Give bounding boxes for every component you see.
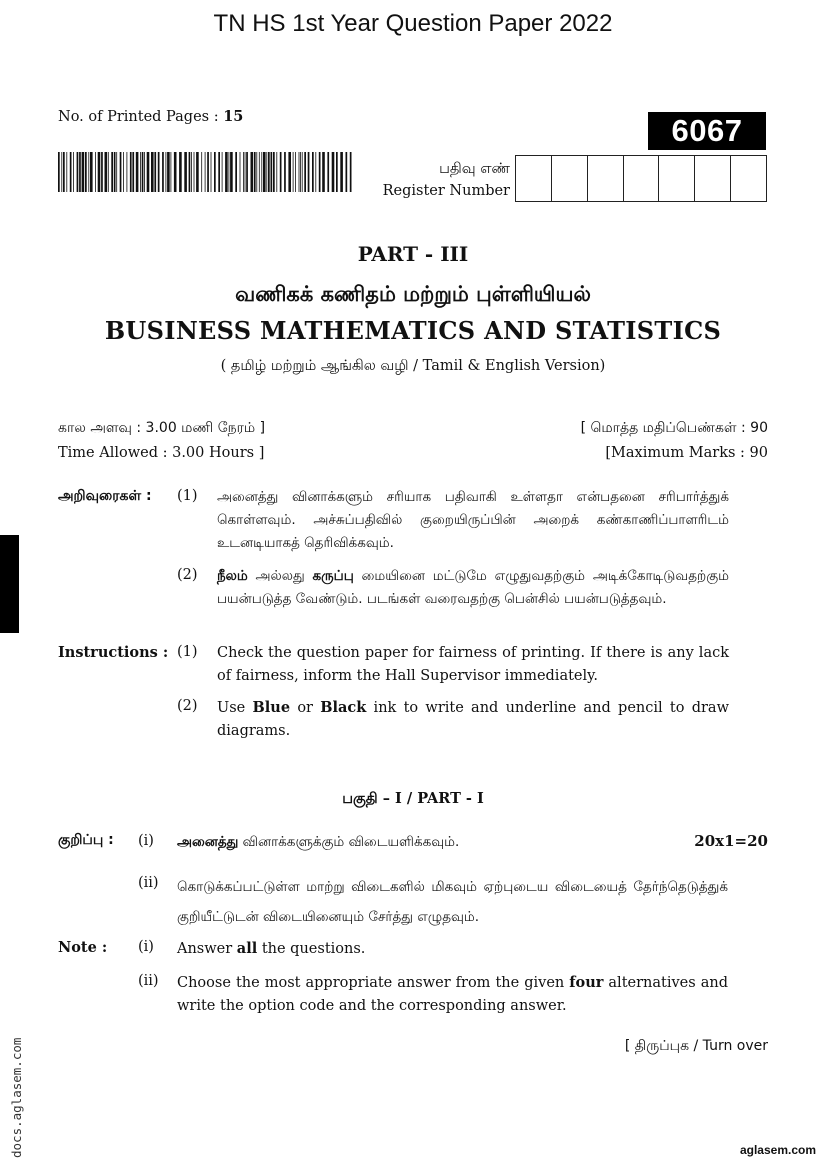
barcode-bar — [225, 152, 228, 192]
barcode-bar — [167, 152, 170, 192]
note-number: (ii) — [138, 973, 159, 989]
turn-over — [625, 1035, 768, 1058]
barcode-bar — [218, 152, 220, 192]
barcode-bar — [58, 152, 60, 192]
barcode-image — [58, 152, 354, 192]
note-fragment: வினாக்களுக்கும் விடையளிக்கவும். — [238, 834, 460, 850]
barcode-bar — [61, 152, 62, 192]
barcode-bar — [268, 152, 270, 192]
tamil-instruction-text — [217, 565, 729, 611]
barcode-bar — [243, 152, 244, 192]
time-allowed: Time Allowed : 3.00 Hours ] — [58, 445, 265, 461]
instruction-fragment: மையினை மட்டுமே எழுதுவதற்கும் அடிக்கோடிடுவதற்கும் பயன்படுத்த வேண்டும். படங்கள் வரைவதற்கு பென்சில் பயன்படுத்தவும். — [217, 568, 729, 607]
tamil-instruction-text: அனைத்து வினாக்களும் சரியாக பதிவாகி உள்ளதா என்பதனை சரிபார்த்துக் கொள்ளவும். அச்சுப்பதிவில் குறையிருப்பின் அறைக் கண்காணிப்பாளரிடம் உடனடியாகத் தெரிவிக்கவும். — [217, 489, 729, 551]
barcode-bar — [95, 152, 96, 192]
all-word: all — [236, 940, 258, 957]
part-title: PART - III — [357, 242, 469, 266]
barcode-bar — [120, 152, 122, 192]
barcode-bar — [201, 152, 202, 192]
barcode-bar — [101, 152, 103, 192]
barcode-bar — [123, 152, 124, 192]
blue-word-tamil: நீலம் — [217, 568, 248, 584]
barcode-bar — [308, 152, 310, 192]
register-digit-box[interactable] — [624, 156, 660, 201]
barcode-bar — [151, 152, 154, 192]
register-label-english: Register Number — [382, 183, 510, 199]
black-word: Black — [320, 699, 367, 716]
barcode-bar — [140, 152, 141, 192]
barcode-bar — [211, 152, 212, 192]
barcode-bar — [191, 152, 192, 192]
printed-pages-label: No. of Printed Pages : — [58, 109, 219, 125]
tamil-note-text — [177, 831, 459, 854]
barcode-bar — [240, 152, 241, 192]
note-label: Note : — [58, 939, 108, 956]
margin-marker — [0, 535, 19, 633]
watermark-text — [6, 1000, 26, 1160]
subject-title-tamil: வணிகக் கணிதம் மற்றும் புள்ளியியல் — [235, 282, 591, 306]
barcode-bar — [171, 152, 172, 192]
all-word-tamil: அனைத்து — [177, 834, 239, 850]
turn-over-text: [ திருப்புக / Turn over — [624, 1038, 768, 1054]
barcode-bar — [73, 152, 74, 192]
barcode-bar — [327, 152, 329, 192]
barcode-bar — [235, 152, 237, 192]
barcode-bar — [280, 152, 282, 192]
tamil-note-text: கொடுக்கப்பட்டுள்ள மாற்று விடைகளில் மிகவும் ஏற்புடைய விடையைத் தேர்ந்தெடுத்துக் குறியீட்டுடன் விடையினையும் சேர்த்து எழுதவும். — [177, 879, 728, 925]
footer-brand: aglasem.com — [739, 1143, 816, 1157]
note-number: (i) — [138, 939, 154, 955]
barcode-bar — [179, 152, 182, 192]
printed-pages — [58, 108, 243, 125]
barcode-bar — [322, 152, 325, 192]
barcode-bar — [111, 152, 113, 192]
barcode-bar — [189, 152, 191, 192]
barcode-bar — [205, 152, 206, 192]
tamil-instruction-number: (1) — [177, 488, 198, 504]
paper-code: 6067 — [648, 112, 766, 150]
note-fragment: Answer — [177, 941, 237, 957]
barcode-bar — [299, 152, 300, 192]
instruction-fragment: Use — [217, 700, 253, 716]
barcode-bar — [98, 152, 101, 192]
barcode-bar — [166, 152, 167, 192]
section-heading: பகுதி – I / PART - I — [342, 790, 484, 807]
instruction-fragment: ink to write and underline and pencil to draw diagrams. — [217, 700, 729, 739]
black-word-tamil: கருப்பு — [312, 568, 354, 584]
tamil-instruction-number: (2) — [177, 567, 198, 583]
barcode-bar — [158, 152, 160, 192]
barcode-bar — [194, 152, 195, 192]
barcode-bar — [132, 152, 134, 192]
note-text — [177, 971, 728, 1018]
max-marks: [Maximum Marks : 90 — [605, 445, 768, 461]
barcode-bar — [312, 152, 314, 192]
barcode-bar — [302, 152, 303, 192]
timing-row-tamil — [58, 417, 768, 440]
barcode-bar — [230, 152, 233, 192]
barcode-bar — [63, 152, 65, 192]
barcode-bar — [259, 152, 260, 192]
note-fragment: the questions. — [257, 941, 366, 957]
barcode-bar — [85, 152, 87, 192]
barcode-bar — [77, 152, 79, 192]
register-digit-box[interactable] — [588, 156, 624, 201]
barcode-bar — [273, 152, 275, 192]
time-allowed-tamil: கால அளவு : 3.00 மணி நேரம் ] — [58, 420, 266, 436]
instruction-fragment: அல்லது — [247, 568, 313, 584]
barcode-bar — [79, 152, 81, 192]
register-digit-box[interactable] — [659, 156, 695, 201]
watermark-label: docs.aglasem.com — [9, 1037, 24, 1158]
subject-title: BUSINESS MATHEMATICS AND STATISTICS — [104, 316, 722, 345]
printed-pages-value: 15 — [223, 108, 244, 125]
barcode-bar — [288, 152, 291, 192]
note-fragment: alternatives and write the option code and the corresponding answer. — [177, 975, 728, 1014]
barcode-bar — [300, 152, 301, 192]
barcode-bar — [304, 152, 306, 192]
instruction-number: (1) — [177, 644, 198, 660]
tamil-note-number: (ii) — [138, 875, 159, 891]
barcode-bar — [271, 152, 273, 192]
instructions-label: Instructions : — [58, 644, 169, 661]
barcode-bar — [336, 152, 338, 192]
barcode-bar — [184, 152, 187, 192]
barcode-bar — [147, 152, 150, 192]
barcode-bar — [261, 152, 262, 192]
barcode-bar — [88, 152, 89, 192]
barcode-bar — [266, 152, 267, 192]
max-marks-tamil: [ மொத்த மதிப்பெண்கள் : 90 — [580, 420, 768, 436]
barcode-bar — [114, 152, 116, 192]
barcode-bar — [346, 152, 348, 192]
barcode-bar — [66, 152, 67, 192]
barcode-bar — [116, 152, 117, 192]
barcode-bar — [130, 152, 132, 192]
barcode-bar — [350, 152, 352, 192]
register-digit-box[interactable] — [731, 156, 766, 201]
barcode-bar — [315, 152, 316, 192]
barcode-bar — [174, 152, 177, 192]
barcode-bar — [276, 152, 277, 192]
instruction-fragment: or — [290, 700, 321, 716]
barcode-bar — [162, 152, 164, 192]
register-digit-box[interactable] — [552, 156, 588, 201]
barcode-bar — [256, 152, 257, 192]
barcode-bar — [246, 152, 248, 192]
barcode-bar — [295, 152, 296, 192]
instruction-number: (2) — [177, 698, 198, 714]
barcode-bar — [70, 152, 72, 192]
instruction-text — [217, 696, 729, 743]
barcode-bar — [108, 152, 109, 192]
barcode-bar — [82, 152, 85, 192]
barcode-bar — [90, 152, 93, 192]
tamil-note-label: குறிப்பு : — [58, 832, 114, 848]
timing-row — [58, 445, 768, 461]
barcode-bar — [142, 152, 144, 192]
four-word: four — [569, 974, 604, 991]
tamil-note-number: (i) — [138, 833, 154, 849]
barcode-bar — [332, 152, 335, 192]
barcode-bar — [254, 152, 256, 192]
barcode-bar — [319, 152, 321, 192]
barcode-bar — [340, 152, 343, 192]
note-text — [177, 937, 365, 961]
barcode-bar — [196, 152, 199, 192]
barcode-bar — [293, 152, 294, 192]
barcode-bar — [222, 152, 223, 192]
barcode-bar — [207, 152, 209, 192]
barcode-bar — [144, 152, 145, 192]
barcode-bar — [136, 152, 139, 192]
note-fragment: Choose the most appropriate answer from the given — [177, 975, 570, 991]
tamil-instructions-label: அறிவுரைகள் : — [58, 488, 152, 504]
register-number-label — [360, 158, 510, 202]
register-digit-box[interactable] — [516, 156, 552, 201]
barcode-bar — [154, 152, 156, 192]
marks-scheme: 20x1=20 — [694, 832, 768, 850]
barcode-bar — [245, 152, 246, 192]
register-number-boxes[interactable] — [515, 155, 767, 202]
barcode-bar — [284, 152, 286, 192]
document-header-title: TN HS 1st Year Question Paper 2022 — [213, 10, 613, 37]
barcode-bar — [105, 152, 108, 192]
version-note: ( தமிழ் மற்றும் ஆங்கில வழி / Tamil & English Version) — [220, 358, 606, 374]
barcode-bar — [127, 152, 128, 192]
instruction-text: Check the question paper for fairness of printing. If there is any lack of fairness, inform the Hall Supervisor immediately. — [217, 645, 729, 684]
register-label-tamil: பதிவு எண் — [439, 161, 510, 177]
blue-word: Blue — [252, 699, 291, 716]
barcode-bar — [214, 152, 216, 192]
barcode-bar — [229, 152, 230, 192]
barcode-bar — [263, 152, 266, 192]
barcode-bar — [251, 152, 254, 192]
register-digit-box[interactable] — [695, 156, 731, 201]
